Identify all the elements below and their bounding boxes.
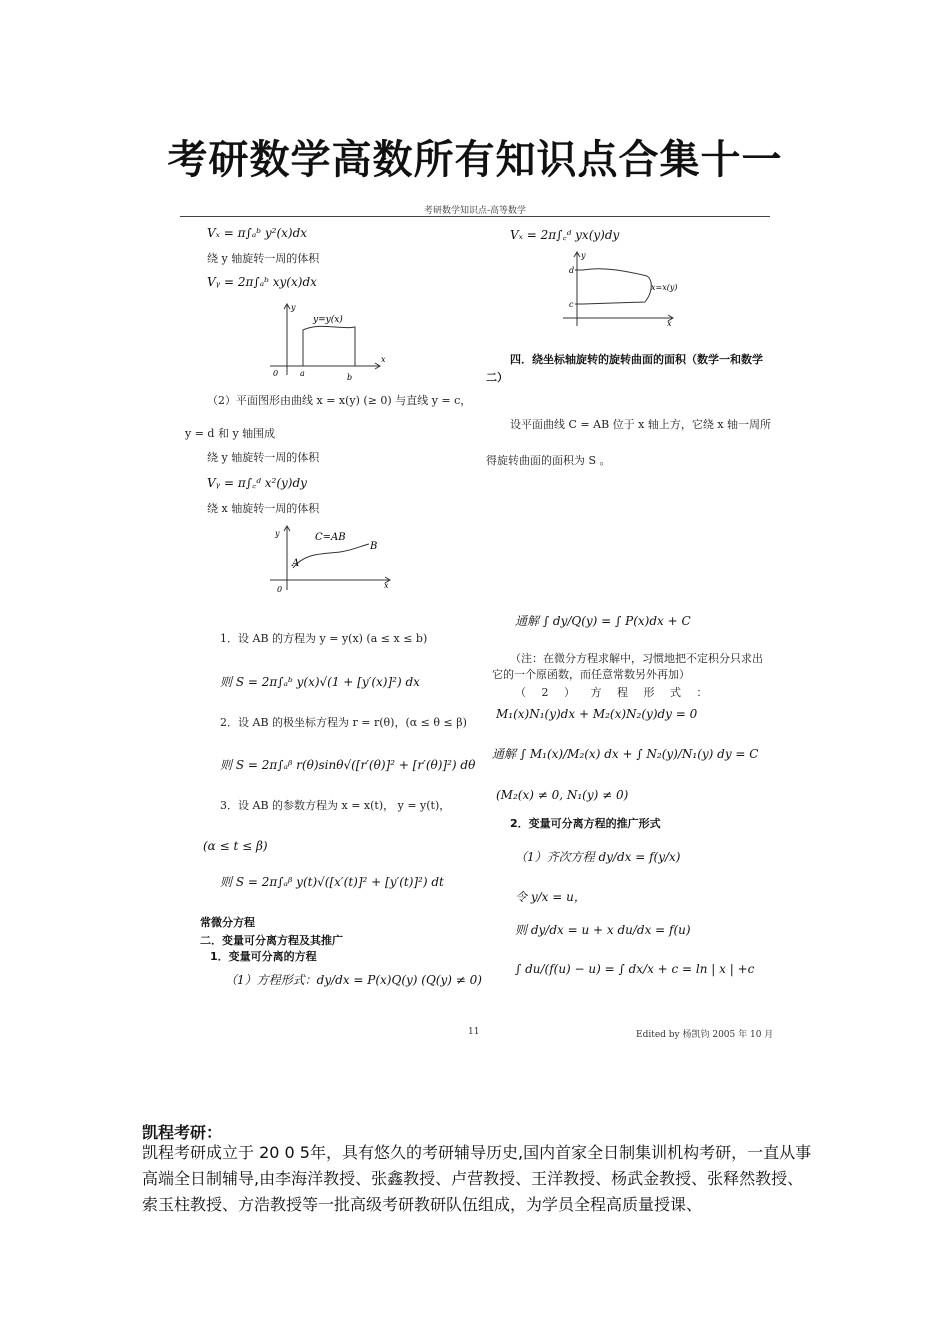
sketch-curve-ab [265,522,395,594]
heading-ode: 常微分方程 [200,916,255,929]
sketch2-curve-label: C=AB [315,532,346,543]
text-rot-y2: 绕 y 轴旋转一周的体积 [207,451,320,464]
sketch1-a: a [300,369,305,378]
sketch3-curve-label: x=x(y) [651,283,678,292]
formula-final: ∫ du/(f(u) − u) = ∫ dx/x + c = ln | x | +c [515,962,755,976]
formula-vx-b: Vₓ = 2π∫꜀ᵈ yx(y)dy [510,228,620,242]
heading-sub1: 1．变量可分离的方程 [210,950,317,963]
text-item2-line2: y = d 和 y 轴围成 [185,427,276,440]
sketch1-axis-x: x [381,355,386,364]
text-p3b: (α ≤ t ≤ β) [203,839,268,853]
header-rule [180,216,770,217]
formula-s1: 则 S = 2π∫ₐᵇ y(x)√(1 + [y′(x)]²) dx [220,675,420,689]
sketch3-axis-y: y [581,251,586,260]
sketch2-axis-y: y [275,529,280,538]
heading-sec4-line2: 二） [486,371,508,384]
sketch2-point-a: A [292,558,300,569]
text-form2: （ 2 ） 方 程 形 式 ： [515,686,714,699]
formula-cond2: (M₂(x) ≠ 0, N₁(y) ≠ 0) [496,788,629,802]
formula-vy-a: Vᵧ = 2π∫ₐᵇ xy(x)dx [207,275,317,289]
formula-eq2: M₁(x)N₁(y)dx + M₂(x)N₂(y)dy = 0 [496,707,698,721]
formula-vy-b: Vᵧ = π∫꜀ᵈ x²(y)dy [207,476,307,490]
sketch3-d: d [569,266,575,275]
sketch-region-under-curve [265,300,385,382]
sketch1-curve-label: y=y(x) [313,315,343,325]
sketch3-c: c [569,300,574,309]
formula-let: 令 y/x = u， [515,890,586,904]
text-p3: 3．设 AB 的参数方程为 x = x(t)， y = y(t)， [220,799,451,812]
text-note1: （注：在微分方程求解中，习惯地把不定积分只求出 [510,652,763,665]
formula-homog: （1）齐次方程 dy/dx = f(y/x) [515,850,681,864]
text-note2: 它的一个原函数，而任意常数另外再加） [492,668,690,681]
sketch1-axis-y: y [291,303,296,312]
sketch2-axis-x: x [384,581,389,590]
text-desc2: 得旋转曲面的面积为 S 。 [486,454,611,467]
formula-s2: 则 S = 2π∫ₐᵝ r(θ)sinθ√([r′(θ)]² + [r′(θ)]²) dθ [220,758,476,772]
text-desc1: 设平面曲线 C = AB 位于 x 轴上方，它绕 x 轴一周所 [510,418,772,431]
formula-sol1: 通解 ∫ dy/Q(y) = ∫ P(x)dx + C [515,614,691,628]
sketch3-axis-x: x [667,319,672,328]
promo-body: 凯程考研成立于 20 0 5年，具有悠久的考研辅导历史,国内首家全日制集训机构考研，一直从事高端全日制辅导,由李海洋教授、张鑫教授、卢营教授、王洋教授、杨武金教授、张释然教授、索玉柱教授、方浩教授等一批高级考研教研队伍组成，为学员全程高质量授课、 [142,1143,812,1214]
sketch2-point-b: B [370,541,378,552]
page-title: 考研数学高数所有知识点合集十一 [167,137,783,183]
text-rot-x: 绕 x 轴旋转一周的体积 [207,502,320,515]
heading-sec4-line1: 四．绕坐标轴旋转的旋转曲面的面积（数学一和数学 [510,353,763,366]
sketch1-b: b [347,373,353,382]
formula-form1: （1）方程形式：dy/dx = P(x)Q(y) (Q(y) ≠ 0) [225,973,482,987]
text-p2: 2．设 AB 的极坐标方程为 r = r(θ)，(α ≤ θ ≤ β) [220,716,467,729]
formula-sol2: 通解 ∫ M₁(x)/M₂(x) dx + ∫ N₂(y)/N₁(y) dy = C [492,747,759,761]
sketch2-origin: 0 [277,585,283,594]
formula-s3: 则 S = 2π∫ₐᵝ y(t)√([x′(t)]² + [y′(t)]²) dt [220,875,444,889]
heading-sec2: 二．变量可分离方程及其推广 [200,934,343,947]
sketch-region-x-of-y [555,248,680,328]
formula-then: 则 dy/dx = u + x du/dx = f(u) [515,923,691,937]
edited-by: Edited by 杨凯钧 2005 年 10 月 [636,1030,774,1040]
promo-heading: 凯程考研： [142,1123,223,1142]
formula-vx-a: Vₓ = π∫ₐᵇ y²(x)dx [207,226,308,240]
text-item2-line1: （2）平面图形由曲线 x = x(y) (≥ 0) 与直线 y = c， [207,394,472,407]
running-header: 考研数学知识点-高等数学 [423,206,527,216]
page-number: 11 [468,1027,480,1037]
text-rot-y: 绕 y 轴旋转一周的体积 [207,252,320,265]
heading-sub2: 2．变量可分离方程的推广形式 [510,817,661,830]
text-p1: 1．设 AB 的方程为 y = y(x) (a ≤ x ≤ b) [220,632,428,645]
sketch1-origin: 0 [273,369,279,378]
